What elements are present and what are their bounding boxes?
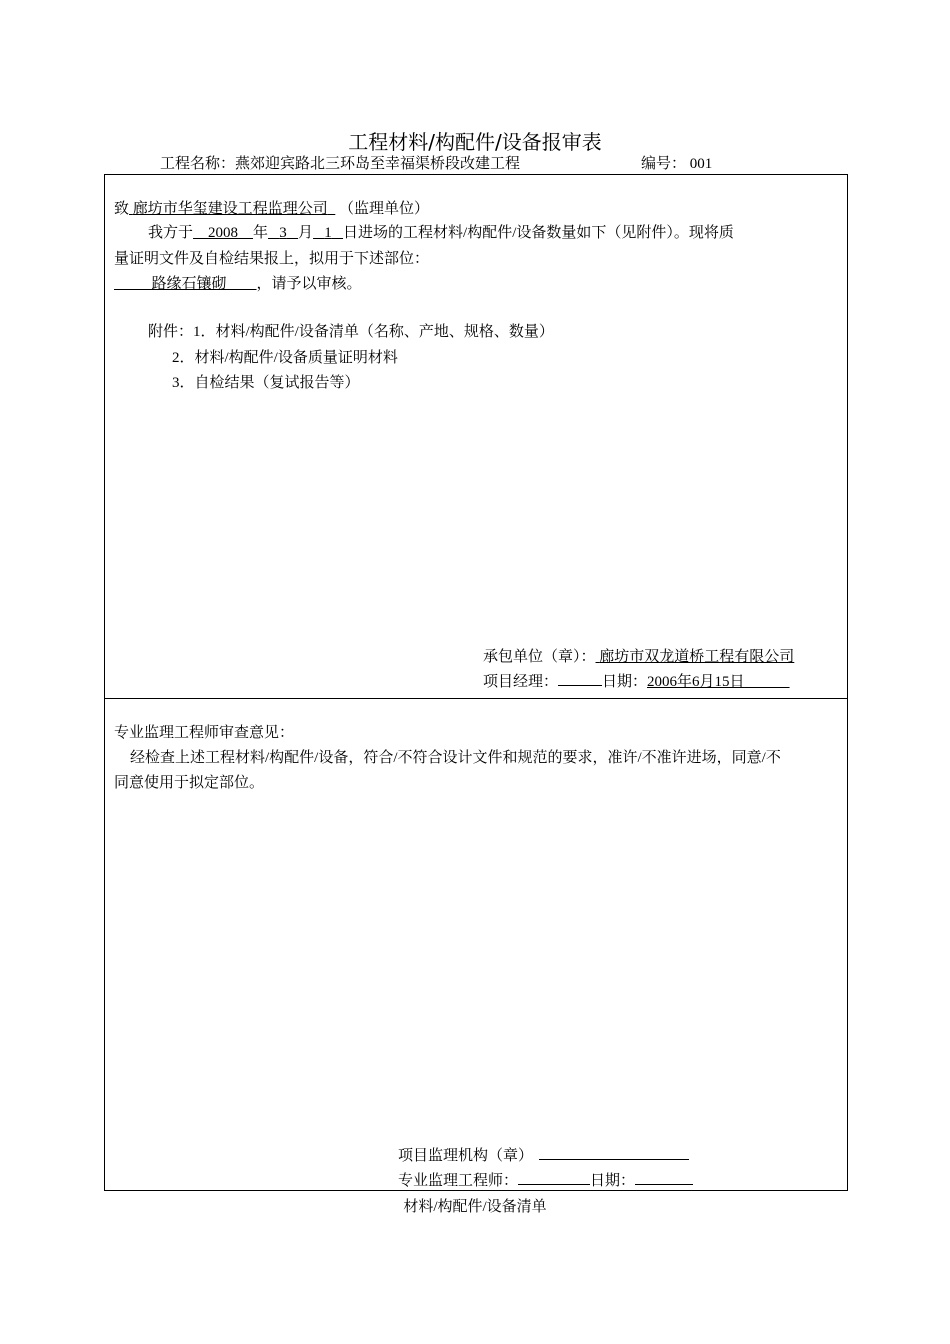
addressee-line: [114, 197, 429, 218]
pm-label: 项目经理：: [483, 674, 559, 690]
supervisor-company: 廊坊市华玺建设工程监理公司: [132, 201, 328, 217]
number-value: 001: [689, 156, 713, 172]
attachment-2: 2．材料/构配件/设备质量证明材料: [172, 350, 398, 366]
pm-signature-blank: [558, 673, 602, 686]
contractor-label: 承包单位（章）：: [483, 649, 596, 665]
usage-location: 路缘石镶砌: [151, 276, 227, 292]
project-label: 工程名称：: [160, 156, 236, 172]
review-opinion-line1: 经检查上述工程材料/构配件/设备，符合/不符合设计文件和规范的要求，准许/不准许进场，同意/不: [130, 750, 781, 766]
entry-day: 1: [324, 225, 332, 241]
to-prefix: 致: [114, 201, 130, 217]
usage-suffix: ，请予以审核。: [256, 276, 362, 292]
pm-date-line: [483, 670, 790, 691]
pm-date-value: 2006年6月15日: [647, 674, 745, 690]
entry-text-d: 日进场的工程材料/构配件/设备数量如下（见附件）。现将质: [343, 225, 734, 241]
engineer-date-blank: [635, 1172, 693, 1185]
entry-month: 3: [279, 225, 287, 241]
usage-location-line: [114, 272, 362, 293]
form-title: 工程材料/构配件/设备报审表: [348, 130, 602, 154]
pm-date-label: 日期：: [602, 674, 648, 690]
entry-text-a: 我方于: [148, 225, 194, 241]
project-name-line: [160, 152, 520, 173]
contractor-name: 廊坊市双龙道桥工程有限公司: [599, 649, 795, 665]
entry-year: 2008: [208, 225, 239, 241]
number-label: 编号：: [641, 156, 687, 172]
supervision-org-label: 项目监理机构（章）: [398, 1148, 534, 1164]
form-number: [641, 152, 712, 173]
supervision-org-line: [398, 1144, 689, 1165]
project-name: 燕郊迎宾路北三环岛至幸福渠桥段改建工程: [235, 156, 521, 172]
supervision-org-blank: [539, 1147, 689, 1160]
engineer-signature-blank: [518, 1172, 590, 1185]
review-opinion-line2: 同意使用于拟定部位。: [114, 775, 265, 791]
footer-caption: 材料/构配件/设备清单: [403, 1199, 547, 1215]
entry-text-c: 月: [298, 225, 314, 241]
entry-text-b: 年: [253, 225, 269, 241]
review-heading: 专业监理工程师审查意见：: [114, 725, 295, 741]
contractor-line: [483, 645, 794, 666]
evidence-line: 量证明文件及自检结果报上，拟用于下述部位：: [114, 251, 430, 267]
engineer-label: 专业监理工程师：: [398, 1173, 519, 1189]
attachment-1: 附件：1．材料/构配件/设备清单（名称、产地、规格、数量）: [148, 324, 554, 340]
to-suffix: （监理单位）: [339, 201, 430, 217]
engineer-date-label: 日期：: [590, 1173, 636, 1189]
attachment-3: 3．自检结果（复试报告等）: [172, 375, 360, 391]
engineer-date-line: [398, 1169, 693, 1190]
entry-date-line: [148, 221, 734, 242]
